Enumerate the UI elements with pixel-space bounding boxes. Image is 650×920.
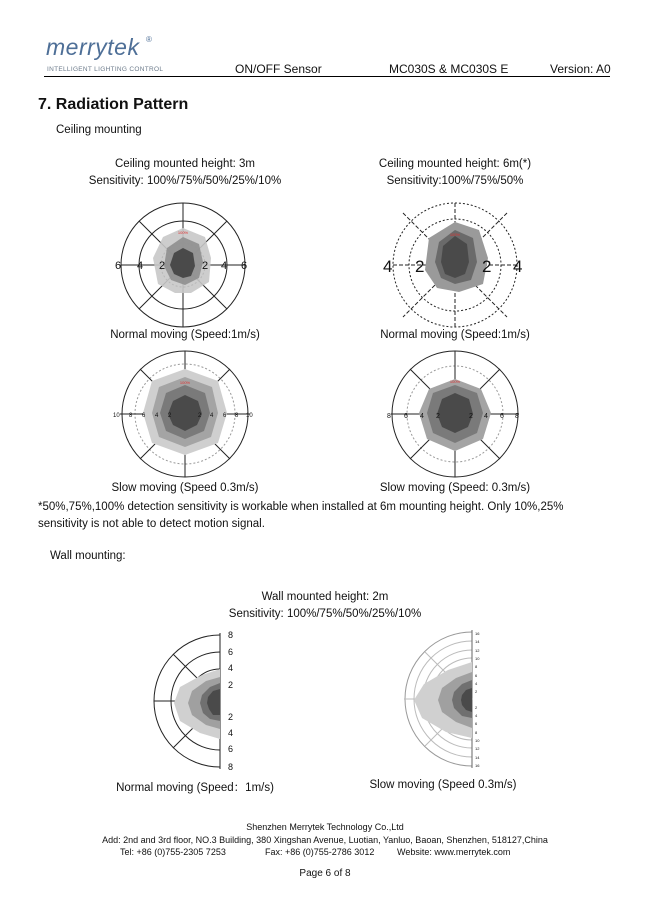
coverage-100pct bbox=[437, 393, 473, 433]
caption-wall-normal: Normal moving (Speed：1m/s) bbox=[116, 782, 274, 794]
caption-normal-6m: Normal moving (Speed:1m/s) bbox=[380, 329, 530, 341]
header-rule bbox=[44, 76, 610, 77]
sensitivity-note: *50%,75%,100% detection sensitivity is workable when installed at 6m mounting height. Only 10%,25% sensitivity is not able to detect motion signal. bbox=[38, 501, 564, 530]
radiation-pattern-6m-normal bbox=[385, 190, 525, 330]
caption-wall-slow: Slow moving (Speed 0.3m/s) bbox=[369, 779, 517, 791]
svg-text:6: 6 bbox=[115, 260, 122, 272]
caption-slow-3m: Slow moving (Speed 0.3m/s) bbox=[111, 482, 259, 494]
axis-ticks bbox=[475, 631, 480, 768]
ceiling-right-sensitivity: Sensitivity:100%/75%/50% bbox=[386, 175, 524, 187]
svg-text:4: 4 bbox=[420, 413, 424, 420]
radiation-pattern-3m-normal bbox=[113, 190, 253, 330]
radiation-pattern-3m-slow bbox=[110, 343, 260, 483]
radiation-pattern-wall-normal bbox=[150, 625, 250, 775]
svg-text:8: 8 bbox=[235, 413, 239, 419]
svg-text:6: 6 bbox=[475, 721, 478, 726]
caption-slow-6m: Slow moving (Speed: 0.3m/s) bbox=[379, 482, 531, 494]
svg-text:4: 4 bbox=[475, 681, 478, 686]
svg-text:4: 4 bbox=[484, 413, 488, 420]
svg-text:10: 10 bbox=[246, 413, 253, 419]
svg-text:4: 4 bbox=[221, 260, 228, 272]
svg-text:4: 4 bbox=[155, 413, 159, 419]
svg-text:10: 10 bbox=[113, 413, 120, 419]
registered-mark: ® bbox=[146, 35, 152, 44]
pct-label: 100% bbox=[177, 230, 189, 235]
svg-text:6: 6 bbox=[142, 413, 146, 419]
svg-text:6: 6 bbox=[241, 260, 248, 272]
svg-text:16: 16 bbox=[475, 763, 480, 768]
footer-fax: Fax: +86 (0)755-2786 3012 bbox=[265, 847, 375, 857]
svg-text:8: 8 bbox=[228, 762, 234, 772]
svg-text:10: 10 bbox=[475, 656, 480, 661]
caption-normal-3m: Normal moving (Speed:1m/s) bbox=[110, 329, 260, 341]
svg-text:4: 4 bbox=[210, 413, 214, 419]
logo-tagline: INTELLIGENT LIGHTING CONTROL bbox=[47, 66, 164, 73]
svg-text:2: 2 bbox=[475, 705, 478, 710]
svg-text:6: 6 bbox=[228, 647, 234, 657]
svg-text:4: 4 bbox=[475, 713, 478, 718]
svg-text:2: 2 bbox=[168, 413, 172, 419]
svg-text:2: 2 bbox=[436, 413, 440, 420]
radiation-pattern-6m-slow bbox=[383, 343, 528, 483]
wall-height: Wall mounted height: 2m bbox=[261, 591, 389, 603]
svg-text:6: 6 bbox=[223, 413, 227, 419]
svg-text:6: 6 bbox=[500, 413, 504, 420]
svg-text:12: 12 bbox=[475, 648, 480, 653]
svg-text:2: 2 bbox=[415, 257, 425, 276]
wall-mounting-label: Wall mounting: bbox=[50, 550, 126, 562]
merrytek-logo: merrytek bbox=[46, 34, 140, 60]
svg-text:8: 8 bbox=[228, 630, 234, 640]
doc-type: ON/OFF Sensor bbox=[235, 62, 322, 76]
svg-text:14: 14 bbox=[475, 755, 480, 760]
svg-text:6: 6 bbox=[404, 413, 408, 420]
svg-text:2: 2 bbox=[159, 260, 166, 272]
svg-text:2: 2 bbox=[228, 680, 234, 690]
axis-ticks bbox=[228, 630, 233, 772]
ceiling-right-height: Ceiling mounted height: 6m(*) bbox=[378, 158, 532, 170]
svg-text:8: 8 bbox=[129, 413, 133, 419]
svg-text:8: 8 bbox=[475, 664, 478, 669]
svg-text:2: 2 bbox=[482, 257, 492, 276]
svg-text:2: 2 bbox=[469, 413, 473, 420]
svg-text:8: 8 bbox=[387, 413, 391, 420]
pct-label: 100% bbox=[449, 379, 461, 384]
svg-text:8: 8 bbox=[475, 730, 478, 735]
ceiling-left-height: Ceiling mounted height: 3m bbox=[115, 158, 255, 170]
radiation-pattern-wall-slow bbox=[398, 628, 498, 770]
model-numbers: MC030S & MC030S E bbox=[389, 62, 509, 76]
page-number: Page 6 of 8 bbox=[299, 868, 351, 879]
svg-text:2: 2 bbox=[475, 689, 478, 694]
svg-text:10: 10 bbox=[475, 738, 480, 743]
footer-tel: Tel: +86 (0)755-2305 7253 bbox=[120, 847, 226, 857]
section-title: 7. Radiation Pattern bbox=[38, 96, 189, 113]
wall-sensitivity: Sensitivity: 100%/75%/50%/25%/10% bbox=[228, 608, 422, 620]
pct-label: 100% bbox=[449, 232, 461, 237]
svg-text:4: 4 bbox=[137, 260, 144, 272]
svg-text:12: 12 bbox=[475, 746, 480, 751]
svg-text:14: 14 bbox=[475, 639, 480, 644]
svg-text:4: 4 bbox=[228, 663, 234, 673]
ceiling-mounting-label: Ceiling mounting bbox=[56, 124, 142, 136]
svg-text:4: 4 bbox=[383, 257, 393, 276]
footer-company: Shenzhen Merrytek Technology Co.,Ltd bbox=[246, 822, 404, 832]
footer-address: Add: 2nd and 3rd floor, NO.3 Building, 380 Xingshan Avenue, Luotian, Yanluo, Baoan, Shenzhen, 518127,China bbox=[102, 835, 548, 845]
doc-version: Version: A0 bbox=[550, 62, 611, 76]
ceiling-left-sensitivity: Sensitivity: 100%/75%/50%/25%/10% bbox=[88, 175, 282, 187]
pct-label: 100% bbox=[179, 380, 191, 385]
svg-text:2: 2 bbox=[198, 413, 202, 419]
svg-text:2: 2 bbox=[228, 712, 234, 722]
svg-text:8: 8 bbox=[515, 413, 519, 420]
footer-website: Website: www.merrytek.com bbox=[397, 847, 511, 857]
svg-text:16: 16 bbox=[475, 631, 480, 636]
svg-text:2: 2 bbox=[202, 260, 209, 272]
svg-text:4: 4 bbox=[228, 728, 234, 738]
svg-text:6: 6 bbox=[228, 744, 234, 754]
svg-text:4: 4 bbox=[513, 257, 523, 276]
svg-text:6: 6 bbox=[475, 673, 478, 678]
